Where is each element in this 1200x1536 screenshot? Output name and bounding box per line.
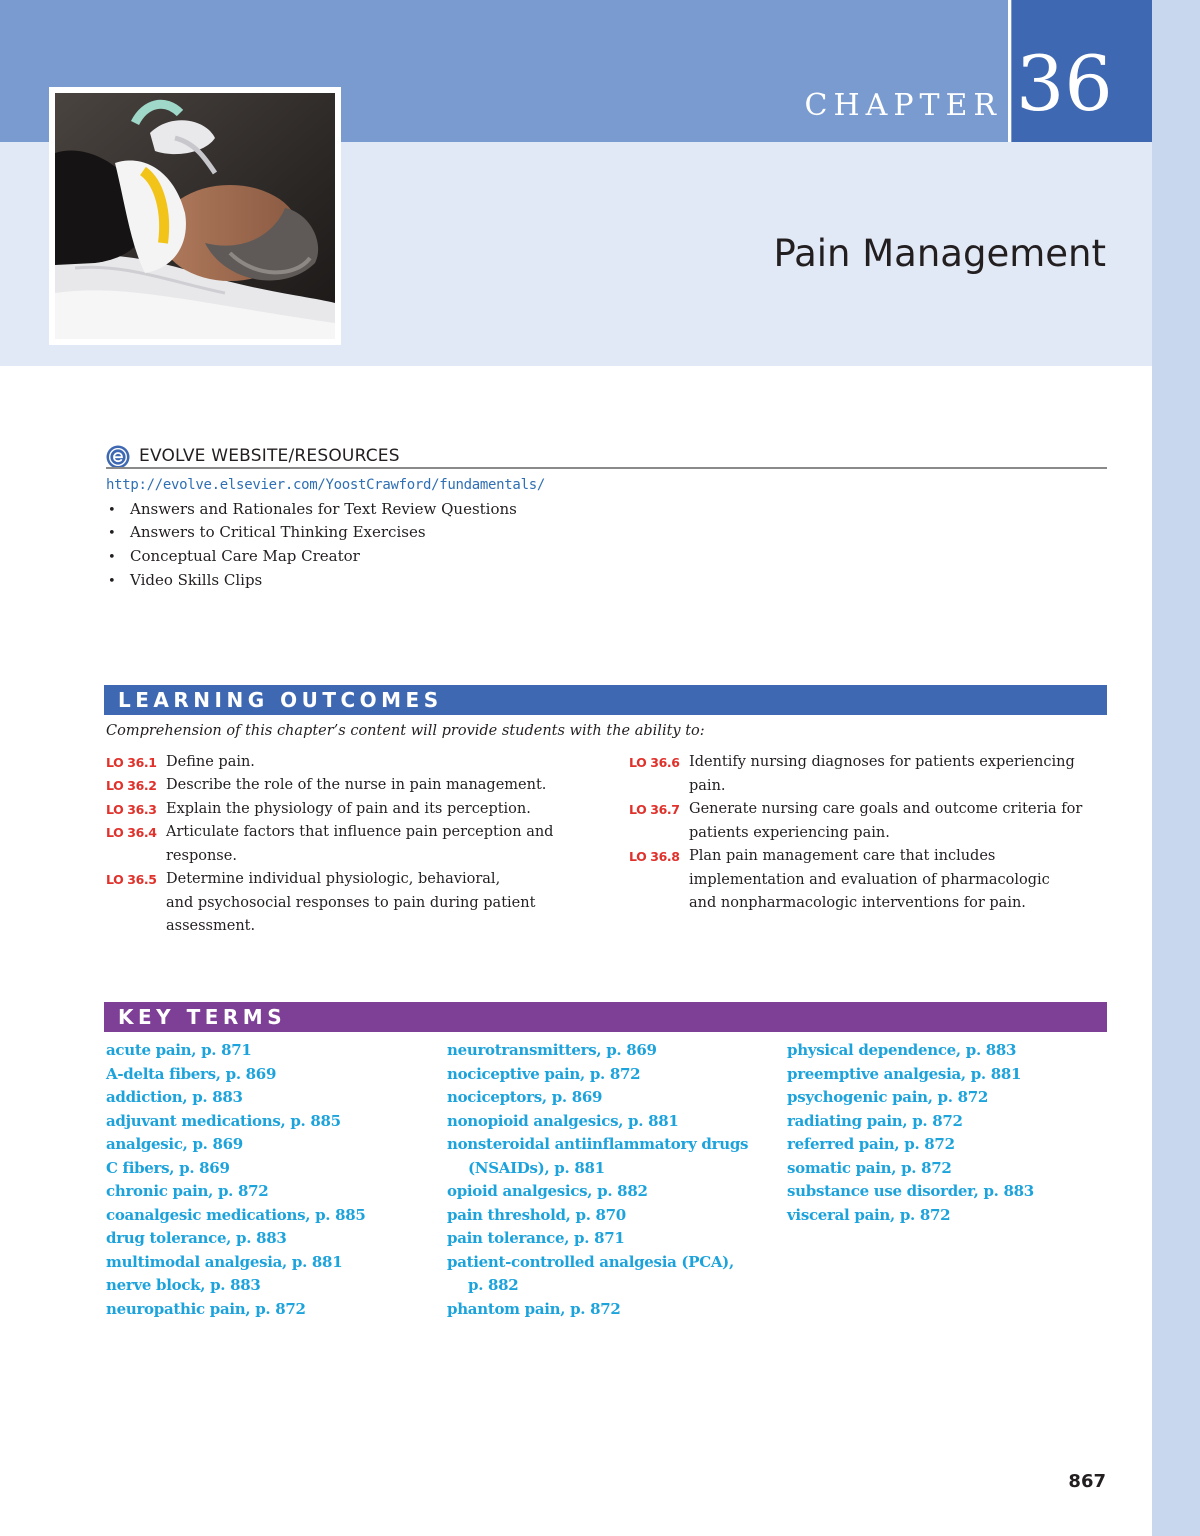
key-term: nerve block, p. 883	[106, 1276, 261, 1294]
learning-outcomes-intro: Comprehension of this chapter’s content will provide students with the ability to:	[106, 723, 705, 739]
key-term: chronic pain, p. 872	[106, 1182, 269, 1200]
learning-outcome: LO 36.7 Generate nursing care goals and outcome criteria for patients experiencing pain.	[629, 798, 1109, 846]
key-term: visceral pain, p. 872	[787, 1206, 951, 1224]
outcome-code: LO 36.6	[629, 755, 680, 770]
page-number: 867	[1068, 1471, 1106, 1492]
evolve-url-link[interactable]: http://evolve.elsevier.com/YoostCrawford/fundamentals/	[106, 477, 545, 493]
chapter-title: Pain Management	[773, 232, 1106, 275]
outcome-code: LO 36.4	[106, 825, 157, 840]
key-term: adjuvant medications, p. 885	[106, 1112, 341, 1130]
key-term: nociceptive pain, p. 872	[447, 1065, 641, 1083]
key-term-continuation: p. 882	[468, 1276, 519, 1294]
learning-outcome: LO 36.8 Plan pain management care that includes implementation and evaluation of pharmacologic and nonpharmacologic interventions for pain.	[629, 845, 1109, 917]
evolve-list-item: • Answers to Critical Thinking Exercises	[108, 523, 426, 541]
key-term: neuropathic pain, p. 872	[106, 1300, 306, 1318]
outcome-code: LO 36.5	[106, 872, 157, 887]
key-term: referred pain, p. 872	[787, 1135, 955, 1153]
key-term: coanalgesic medications, p. 885	[106, 1206, 366, 1224]
outcome-code: LO 36.2	[106, 778, 157, 793]
key-term: preemptive analgesia, p. 881	[787, 1065, 1022, 1083]
learning-outcome: LO 36.5 Determine individual physiologic, behavioral, and psychosocial responses to pain during patient assessment.	[106, 868, 586, 940]
key-term: nonopioid analgesics, p. 881	[447, 1112, 679, 1130]
key-term: radiating pain, p. 872	[787, 1112, 963, 1130]
learning-outcome: LO 36.6 Identify nursing diagnoses for patients experiencing pain.	[629, 751, 1109, 799]
learning-outcomes-header	[104, 685, 1107, 715]
key-term: A-delta fibers, p. 869	[106, 1065, 277, 1083]
evolve-list-item: • Answers and Rationales for Text Review Questions	[108, 500, 517, 518]
key-terms-heading: KEY TERMS	[118, 1005, 287, 1029]
learning-outcomes-heading: LEARNING OUTCOMES	[118, 688, 443, 712]
key-term-continuation: (NSAIDs), p. 881	[468, 1159, 605, 1177]
key-term: physical dependence, p. 883	[787, 1041, 1017, 1059]
outcome-code: LO 36.7	[629, 802, 680, 817]
key-terms-header	[104, 1002, 1107, 1032]
evolve-heading: EVOLVE WEBSITE/RESOURCES	[139, 446, 400, 466]
key-term: drug tolerance, p. 883	[106, 1229, 287, 1247]
key-term: phantom pain, p. 872	[447, 1300, 621, 1318]
learning-outcome: LO 36.2 Describe the role of the nurse in pain management.	[106, 774, 586, 798]
key-term: neurotransmitters, p. 869	[447, 1041, 657, 1059]
key-term: substance use disorder, p. 883	[787, 1182, 1034, 1200]
chapter-divider	[1008, 0, 1011, 142]
key-term: patient-controlled analgesia (PCA),	[447, 1253, 734, 1271]
key-term: psychogenic pain, p. 872	[787, 1088, 988, 1106]
key-term: nociceptors, p. 869	[447, 1088, 603, 1106]
e-logo-icon	[106, 445, 130, 469]
chapter-photo-frame	[49, 87, 341, 345]
key-term: pain threshold, p. 870	[447, 1206, 626, 1224]
learning-outcome: LO 36.1 Define pain.	[106, 751, 586, 775]
key-term: multimodal analgesia, p. 881	[106, 1253, 343, 1271]
evolve-list-item: • Video Skills Clips	[108, 571, 263, 589]
evolve-list-item: • Conceptual Care Map Creator	[108, 547, 360, 565]
outcome-code: LO 36.1	[106, 755, 157, 770]
evolve-divider	[106, 467, 1107, 469]
learning-outcome: LO 36.3 Explain the physiology of pain and its perception.	[106, 798, 586, 822]
key-term: analgesic, p. 869	[106, 1135, 243, 1153]
key-term: C fibers, p. 869	[106, 1159, 230, 1177]
key-term: acute pain, p. 871	[106, 1041, 252, 1059]
key-term: pain tolerance, p. 871	[447, 1229, 625, 1247]
chapter-photo	[55, 93, 335, 339]
side-strip	[1152, 0, 1200, 1536]
key-term: opioid analgesics, p. 882	[447, 1182, 648, 1200]
outcome-code: LO 36.3	[106, 802, 157, 817]
key-term: addiction, p. 883	[106, 1088, 243, 1106]
outcome-code: LO 36.8	[629, 849, 680, 864]
key-term: somatic pain, p. 872	[787, 1159, 952, 1177]
chapter-number: 36	[1016, 39, 1113, 128]
learning-outcome: LO 36.4 Articulate factors that influence pain perception and response.	[106, 821, 586, 869]
chapter-label: CHAPTER	[804, 88, 1002, 123]
key-term: nonsteroidal antiinflammatory drugs	[447, 1135, 749, 1153]
